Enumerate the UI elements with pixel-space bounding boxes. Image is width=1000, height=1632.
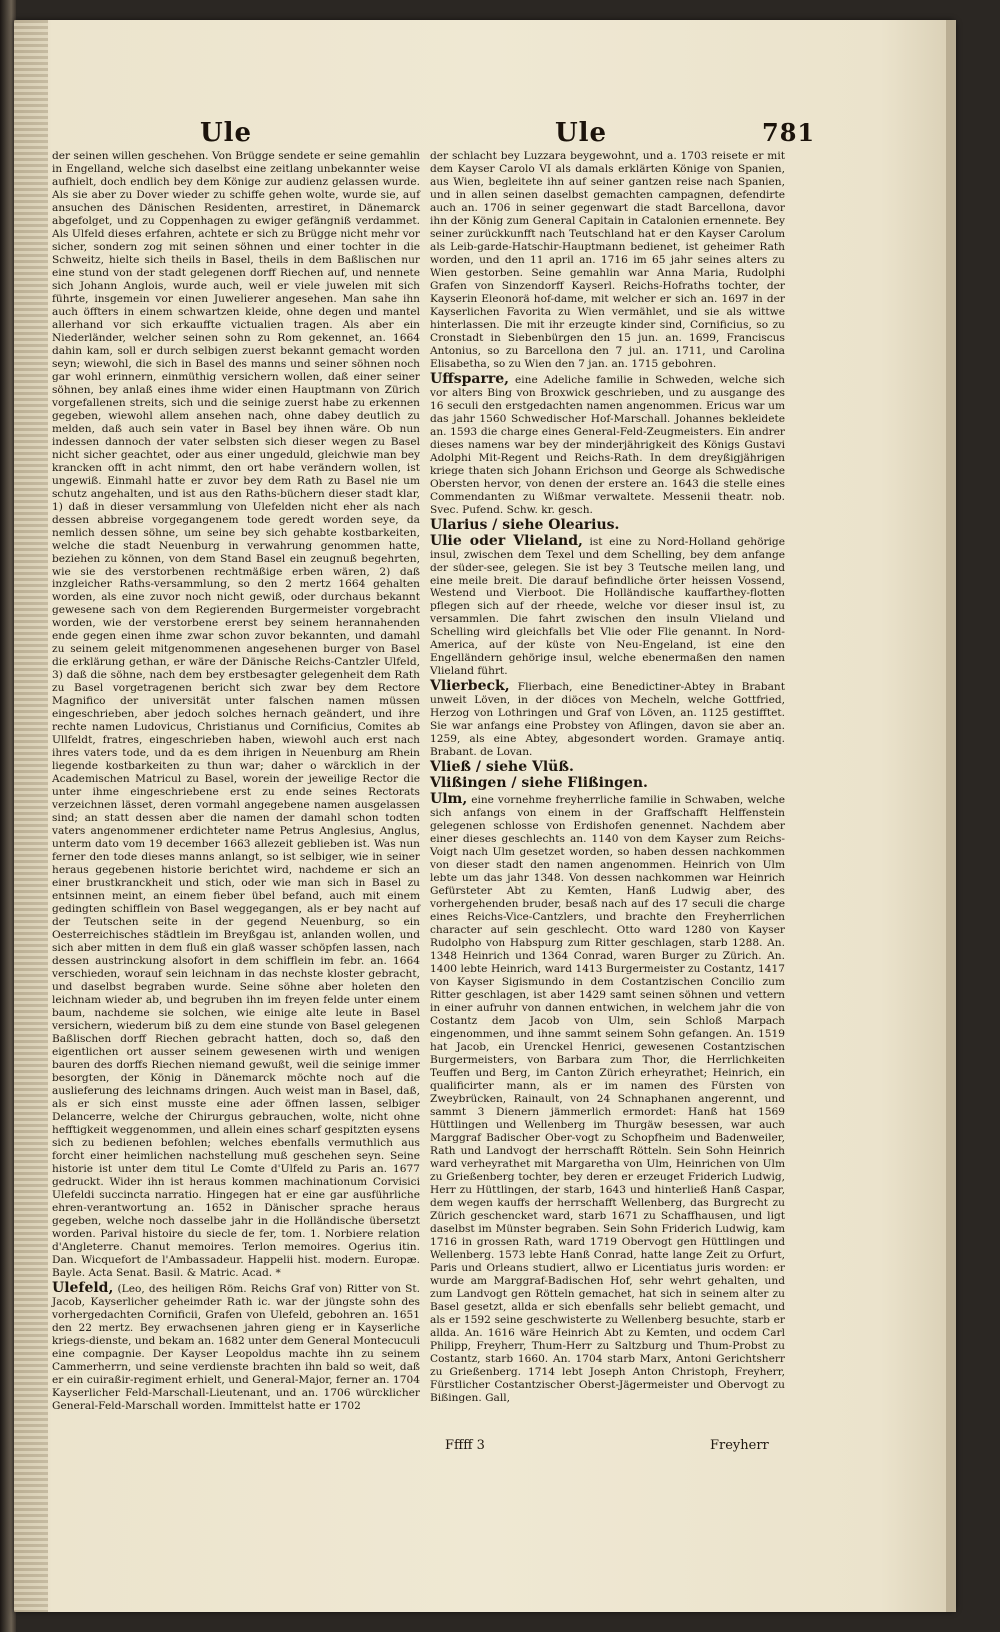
entry-text: (Leo, des heiligen Röm. Reichs Graf von) Ritter von St. Jacob, Kayserlicher geheimder Rath ic. war der jüngste sohn des vorhergedachten Cornificii, Grafen von Ulefeld, gebohren an. 1651 den 22 mertz. Bey erwachsenen jahren gieng er in Kayserliche kriegs-dienste, und bekam an. 1682 unter dem General Montecuculi eine compagnie. Der Kayser Leopoldus machte ihn zu seinem Cammerherrn, und seine verdienste brachten ihn bald so weit, daß er ein cuiraßir-regiment erhielt, und General-Major, ferner an. 1704 Kayserlicher Feld-Marschall-Lieutenant, und an. 1706 würcklicher General-Feld-Marschall worden. Immittelst hatte er 1702 (52, 1282, 420, 1412)
binding-gutter (14, 20, 48, 1612)
page-number: 781 (762, 118, 816, 147)
right-column (430, 150, 785, 1407)
entry-heading: Ulefeld, (52, 1279, 114, 1296)
left-column (52, 150, 420, 1414)
entry-leo-ulefeld (52, 1279, 420, 1413)
entry-heading: Vlierbeck, (430, 678, 510, 695)
entry-ulefeld-continued: der seinen willen geschehen. Von Brügge sendete er seine gemahlin in Engelland, welche sich daselbst eine zeitlang unbekannter weise aufhielt, doch endlich bey dem Könige zur audienz gelassen wurde. Als sie aber zu Dover wieder zu schiffe gehen wolte, wurde sie, auf ansuchen des Dänischen Residenten, arrestiret, in Dänemarck abgefolget, und zu Coppenhagen zu ewiger gefängniß verdammet. Als Ulfeld dieses erfahren, achtete er sich zu Brügge nicht mehr vor sicher, sondern zog mit seinen söhnen und einer tochter in die Schweitz, hielte sich theils in Basel, theils in dem Baßlischen nur eine stund von der stadt gelegenen dorff Riechen auf, und nennete sich Johann Anglois, wurde auch, weil er viele juwelen mit sich führte, insgemein vor einen Juwelierer angesehen. Man sahe ihn auch öffters in einem schwartzen kleide, ohne degen und mantel allerhand vor sich erkauffte victualien tragen. Als aber ein Niederländer, welcher seinen sohn zu Rom gekennet, an. 1664 dahin kam, soll er durch selbigen zuerst bekannt gemacht worden seyn; wiewohl, die sich in Basel des manns und seiner söhnen noch gar wohl erinnern, einmüthig versichern wollen, daß einer seiner söhnen, bey anlaß eines ihme wider einen Hauptmann von Zürich vorgefallenen streits, sich und die seinige zuerst habe zu erkennen gegeben, wiewohl allem ansehen nach, ohne dabey deutlich zu melden, daß auch sein vater in Basel bey ihnen wäre. Ob nun indessen dannoch der vater selbsten sich dieser wegen zu Basel nicht sicher geachtet, oder aus einer ungeduld, gleichwie man bey krancken offt in acht nimmt, den ort habe verändern wollen, ist ungewiß. Einmahl hatte er zuvor bey dem Rath zu Basel nie um schutz angehalten, und ist aus den Raths-büchern dieser stadt klar, 1) daß in dieser versammlung von Ulefelden nicht eher als nach dessen abbreise vorgegangenem tode geredt worden seye, da nemlich dessen söhne, um seine bey sich gehabte kostbarkeiten, welche die stadt Neuenburg in verwahrung genommen hatte, beziehen zu können, von dem Stand Basel ein zeugnuß begehrten, wie sie des verstorbenen rechtmäßige erben wären, 2) daß inzgleicher Raths-versammlung, so den 2 mertz 1664 gehalten worden, als eine zuvor noch nicht gewiß, oder durchaus bekannt gewesene sach von dem Regierenden Burgermeister vorgebracht worden, wie der verstorbene ererst bey seinem herannahenden ende gegen einen ihme zwar schon zuvor bekannten, und damahl zu seinem geleit mitgenommenen angesehenen burger von Basel die erklärung gethan, er wäre der Dänische Reichs-Cantzler Ulfeld, 3) daß die söhne, nach dem bey erstbesagter gelegenheit dem Rath zu Basel vorgetragenen bericht sich zwar bey dem Rectore Magnifico der universität unter falschen namen müssen eingeschrieben, aber jedoch solches hernach geändert, und ihre rechte namen Ludovicus, Christianus und Cornificius, Comites ab Ullfeldt, fratres, eingeschrieben haben, wiewohl auch erst nach ihres vaters tode, und da es dem ihrigen in Neuenburg am Rhein liegende kostbarkeiten zu thun war; daher o wärcklich in der Academischen Matricul zu Basel, worein der jeweilige Rector die unter ihme eingeschriebene erst zu ende seines Rectorats verzeichnen lässet, deren vormahl angegebene namen ausgelassen sind; an statt dessen aber die namen der damahl schon todten vaters angenommener erdichteter name Petrus Anglesius, Anglus, unterm dato vom 19 december 1663 allezeit geblieben ist. Was nun ferner den tode dieses manns anlangt, so ist selbiger, wie in seiner heraus gegebenen historie berichtet wird, nachdeme er sich an einer brustkranckheit und stich, oder wie man sich in Basel zu entsinnen meint, an einem fieber übel befand, auch mit einem gedingten schifflein von Basel weggegangen, als er bey nacht auf der Teutschen seite in der gegend Neuenburg, so ein Oesterreichisches städtlein im Breyßgau ist, anlanden wollen, und sich aber mitten in dem fluß ein glaß wasser schöpfen lassen, nach dessen austrinckung alsofort in dem schifflein im febr. an. 1664 verschieden, worauf sein leichnam in das nechste kloster gebracht, und daselbst begraben wurde. Seine söhne aber holeten den leichnam wieder ab, und begruben ihn im freyen felde unter einem baum, nachdeme sie solchen, wie einige alte leute in Basel versichern, wiederum biß zu dem eine stunde von Basel gelegenen Baßlischen dorff Riechen gebracht hatten, doch so, daß den eigentlichen ort ausser seinem gewesenen wirth und wenigen bauren des dorffs Riechen niemand gewußt, weil die seinige immer besorgten, der König in Dänemarck möchte noch auf die auslieferung des leichnams dringen. Auch weist man in Basel, daß, als er sich einst musste eine ader öffnen lassen, selbiger Delancerre, welche der Chirurgus gebrauchen, wolte, nicht ohne hefftigkeit weggenommen, und allein eines scharf gespitzten eysens sich zu bedienen befohlen; welches ebenfalls vermuthlich aus forcht einer heimlichen nachstellung muß geschehen seyn. Seine historie ist unter dem titul Le Comte d'Ulfeld zu Paris an. 1677 gedruckt. Wider ihn ist heraus kommen machinationum Corvisici Ulefeldi succincta narratio. Hingegen hat er eine gar ausführliche ehren-verantwortung an. 1652 in Dänischer sprache heraus gegeben, welche noch dasselbe jahr in die Holländische übersetzt worden. Parival histoire du siecle de fer, tom. 1. Norbiere relation d'Angleterre. Chanut memoires. Terlon memoires. Ogerius itin. Dan. Wicquefort de l'Ambassadeur. Happelii hist. modern. Europæ. Bayle. Acta Senat. Basil. & Matric. Acad. * (52, 150, 420, 1279)
entry-heading: Ulie oder Vlieland, (430, 532, 583, 549)
signature-mark: Fffff 3 (445, 1438, 485, 1453)
entry-text: eine vornehme freyherrliche familie in Schwaben, welche sich anfangs von einem in der Graffschafft Helffenstein gelegenen schlosse von Erdishofen genennet. Nachdem aber einer dieses geschlechts an. 1140 von dem Kayser zum Reichs-Voigt nach Ulm gesetzet worden, so haben dessen nachkommen von dieser stadt den namen angenommen. Heinrich von Ulm lebte um das jahr 1348. Von dessen nachkommen war Heinrich Gefürsteter Abt zu Kemten, Hanß Ludwig aber, des vorhergehenden bruder, besaß nach auf des 17 seculi die charge eines Reichs-Vice-Cantzlers, und brachte den Freyherrlichen character auf sein geschlecht. Otto ward 1280 von Kayser Rudolpho von Habspurg zum Ritter geschlagen, starb 1288. An. 1348 Heinrich und 1364 Conrad, waren Burger zu Zürich. An. 1400 lebte Heinrich, ward 1413 Burgermeister zu Costantz, 1417 von Kayser Sigismundo in dem Costantzischen Concilio zum Ritter geschlagen, ist aber 1429 samt seinen söhnen und vettern in einer aufruhr von dannen entwichen, in welchem jahr die von Costantz dem Jacob von Ulm, sein Schloß Marpach eingenommen, und ihne sammt seinem Sohn gefangen. An. 1519 hat Jacob, ein Urenckel Henrici, gewesenen Costantzischen Burgermeisters, von Barbara zum Thor, die Herrlichkeiten Teuffen und Berg, im Canton Zürich erheyrathet; Heinrich, ein qualificirter mann, als er im namen des Fürsten von Zweybrücken, Rainault, von 24 Schnaphanen angerennt, und sammt 3 Dienern jämmerlich ermordet: Hanß hat 1569 Hüttlingen und Wellenberg im Thurgäw besessen, war auch Marggraf Badischer Ober-vogt zu Schopfheim und Badenweiler, Rath und Landvogt der herrschafft Rötteln. Sein Sohn Heinrich ward verheyrathet mit Margaretha von Ulm, Heinrichen von Ulm zu Grießenberg tochter, bey deren er erzeuget Friderich Ludwig, Herr zu Hüttlingen, der starb, 1643 und hinterließ Hanß Caspar, dem wegen kauffs der herrschafft Wellenberg, das Burgrecht zu Zürich geschencket ward, starb 1671 zu Schaffhausen, und ligt daselbst im Münster begraben. Sein Sohn Friderich Ludwig, kam 1716 in grossen Rath, ward 1719 Obervogt gen Hüttlingen und Wellenberg. 1573 lebte Hanß Conrad, hatte lange Zeit zu Orfurt, Paris und Orleans studiert, allwo er Licentiatus juris worden: er wurde am Marggraf-Badischen Hof, sehr wehrt gehalten, und zum Landvogt gen Rötteln gemachet, hat sich in seinem alter zu Basel gesetzt, allda er sich ebenfalls sehr beliebt gemacht, und als er 1592 seine geschwisterte zu Wellenberg besuchte, starb er allda. An. 1616 wäre Heinrich Abt zu Kemten, und ocdem Carl Philipp, Freyherr, Thum-Herr zu Saltzburg und Thum-Probst zu Costantz, starb 1660. An. 1704 starb Marx, Antoni Gerichtsherr zu Grießenberg. 1714 lebt Joseph Anton Christoph, Freyherr, Fürstlicher Costantzischer Oberst-Jägermeister und Obervogt zu Bißingen. Gall, (430, 794, 785, 1404)
entry-ulie (430, 532, 785, 679)
entry-text: Flierbach, eine Benedictiner-Abtey in Brabant unweit Löven, in der diöces von Mecheln, welche Gottfried, Herzog von Lothringen und Graf von Löven, an. 1125 gestifftet. Sie war anfangs eine Probstey von Aflingen, davon sie aber an. 1259, als eine Abtey, abgesondert worden. Gramaye antiq. Brabant. de Lovan. (430, 681, 785, 759)
entry-ulm (430, 793, 785, 1404)
entry-heading: Ulm, (430, 791, 468, 808)
entry-vlissingen: Vlißingen / siehe Flißingen. (430, 775, 648, 792)
entry-text: eine Adeliche familie in Schweden, welche sich vor alters Bing von Broxwick geschrieben, und zu ausgange des 16 seculi den erstgedachten namen angenommen. Ericus war um das jahr 1560 Schwedischer Hof-Marschall. Johannes bekleidete an. 1593 die charge eines General-Feld-Zeugmeisters. Ein andrer dieses namens war bey der minderjährigkeit des Königs Gustavi Adolphi Mit-Regent und Reichs-Rath. In dem dreyßigjährigen kriege thaten sich Johann Erichson und George als Schwedische Obersten hervor, von denen der erstere an. 1643 die stelle eines Commendanten zu Wißmar verwaltete. Messenii theatr. nob. Svec. Pufend. Schw. kr. gesch. (430, 373, 786, 516)
catchword: Freyherr (710, 1438, 769, 1453)
entry-vlierbeck (430, 680, 785, 759)
entry-leo-continued: der schlacht bey Luzzara beygewohnt, und a. 1703 reisete er mit dem Kayser Carolo VI als damals erklärten Könige von Spanien, aus Wien, begleitete ihn auf seiner gantzen reise nach Spanien, und in allen seinen daselbst gemachten campagnen, defendirte auch an. 1706 in seiner gegenwart die stadt Barcellona, davor ihn der König zum General Capitain in Catalonien ernennete. Bey seiner zurückkunfft nach Teutschland hat er den Kayser Carolum als Leib-garde-Hatschir-Hauptmann bedienet, ist geheimer Rath worden, und den 11 april an. 1716 im 65 jahr seines alters zu Wien gestorben. Seine gemahlin war Anna Maria, Rudolphi Grafen von Sinzendorff Kayserl. Reichs-Hofraths tochter, der Kayserin Eleonorä hof-dame, mit welcher er sich an. 1697 in der Kayserlichen Favorita zu Wien vermählet, und sie als wittwe hinterlassen. Die mit ihr erzeugte kinder sind, Cornificius, so zu Cronstadt in Siebenbürgen den 15 jun. an. 1699, Franciscus Antonius, so zu Barcellona den 7 jul. an. 1711, und Carolina Elisabetha, so zu Wien den 7 jan. an. 1715 gebohren. (430, 150, 785, 370)
entry-vliess: Vließ / siehe Vlüß. (430, 759, 574, 776)
entry-ularius: Ularius / siehe Olearius. (430, 516, 620, 533)
entry-text: ist eine zu Nord-Holland gehörige insul, zwischen dem Texel und dem Schelling, bey dem anfange der süder-see, gelegen. Sie ist bey 3 Teutsche meilen lang, und eine meile breit. Die darauf befindliche örter heissen Vossend, Westend und Vierboot. Die Holländische kauffarthey-flotten pflegen sich auf der rheede, welche vor dieser insul ist, zu versammlen. Die fahrt zwischen den insuln Vlieland und Schelling wird gleichfalls bet Vlie oder Flie genannt. In Nord-America, auf der küste von Neu-Engeland, ist eine den Engelländern gehörige insul, welche ebenermaßen den namen Vlieland führt. (430, 535, 785, 678)
entry-heading: Uffsparre, (430, 370, 509, 387)
page-edge-shadow (946, 20, 956, 1612)
running-head-right: Ule (555, 118, 608, 148)
entry-uffsparre (430, 370, 786, 517)
running-head-left: Ule (200, 118, 253, 148)
